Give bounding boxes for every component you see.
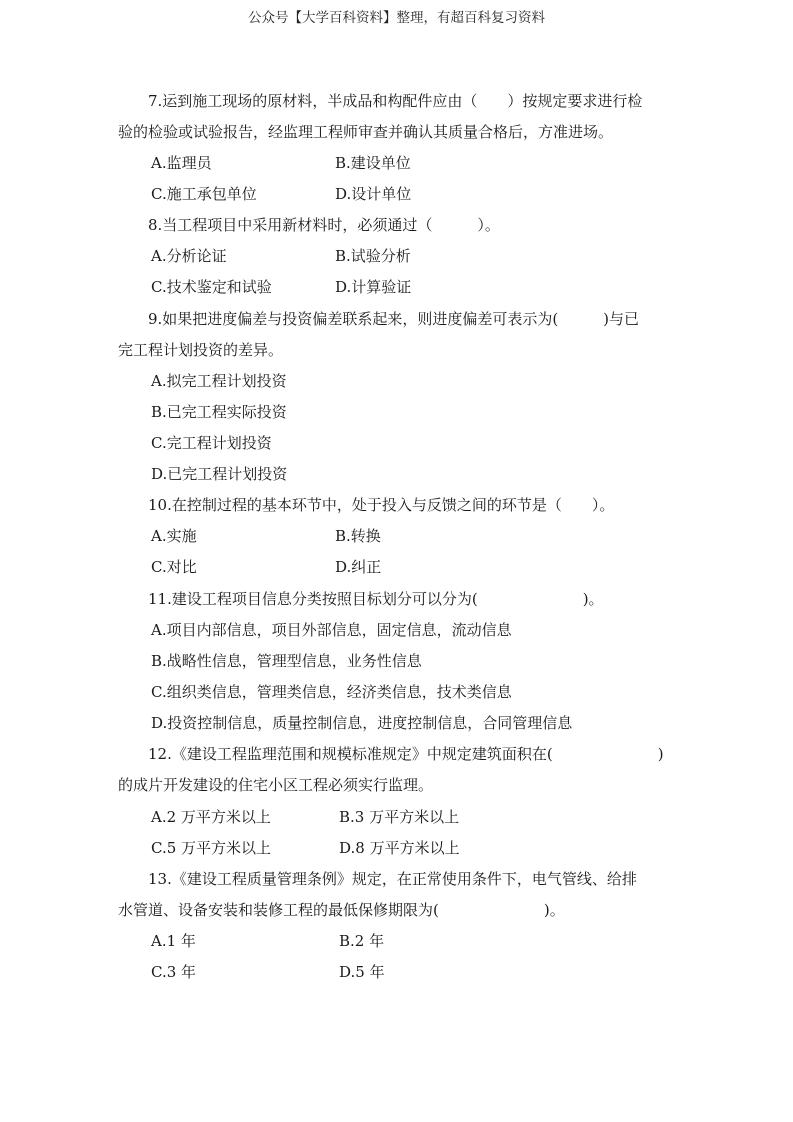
question-11-option-c: C.组织类信息，管理类信息，经济类信息，技术类信息 [151, 683, 512, 701]
question-10-option-b: B.转换 [335, 527, 381, 545]
question-11-text: 11.建设工程项目信息分类按照目标划分可以分为( )。 [148, 590, 604, 608]
question-11-option-b: B.战略性信息，管理型信息，业务性信息 [151, 652, 422, 670]
question-9-option-b: B.已完工程实际投资 [151, 403, 287, 421]
question-13-option-b: B.2 年 [339, 932, 385, 950]
question-9-option-a: A.拟完工程计划投资 [151, 372, 287, 390]
question-7-option-a: A.监理员 [151, 154, 212, 172]
question-9-option-c: C.完工程计划投资 [151, 434, 272, 452]
question-8-option-d: D.计算验证 [335, 278, 412, 296]
question-7-option-d: D.设计单位 [335, 185, 412, 203]
question-7-option-c: C.施工承包单位 [151, 185, 257, 203]
question-12-text: 12.《建设工程监理范围和规模标准规定》中规定建筑面积在( ) [148, 745, 664, 763]
question-10-option-a: A.实施 [151, 527, 197, 545]
question-12-option-b: B.3 万平方米以上 [339, 808, 460, 826]
question-7-text: 7.运到施工现场的原材料，半成品和构配件应由（ ）按规定要求进行检 [148, 92, 643, 110]
question-8-option-a: A.分析论证 [151, 247, 227, 265]
question-13-option-d: D.5 年 [339, 963, 385, 981]
question-10-option-d: D.纠正 [335, 558, 382, 576]
question-11-option-d: D.投资控制信息，质量控制信息，进度控制信息，合同管理信息 [151, 714, 573, 732]
question-13-option-c: C.3 年 [151, 963, 197, 981]
question-8-option-c: C.技术鉴定和试验 [151, 278, 272, 296]
question-12-option-c: C.5 万平方米以上 [151, 839, 272, 857]
question-11-option-a: A.项目内部信息，项目外部信息，固定信息，流动信息 [151, 621, 512, 639]
question-13-option-a: A.1 年 [151, 932, 196, 950]
question-13-text: 13.《建设工程质量管理条例》规定，在正常使用条件下，电气管线、给排 [148, 870, 637, 888]
page-header: 公众号【大学百科资料】整理，有超百科复习资料 [248, 10, 545, 26]
question-13-text-cont: 水管道、设备安装和装修工程的最低保修期限为( )。 [118, 901, 565, 919]
question-9-option-d: D.已完工程计划投资 [151, 465, 288, 483]
question-10-text: 10.在控制过程的基本环节中，处于投入与反馈之间的环节是（ ）。 [148, 496, 615, 514]
question-12-option-a: A.2 万平方米以上 [151, 808, 271, 826]
question-7-text-cont: 验的检验或试验报告，经监理工程师审查并确认其质量合格后，方准进场。 [118, 123, 614, 141]
question-10-option-c: C.对比 [151, 558, 197, 576]
question-7-option-b: B.建设单位 [335, 154, 411, 172]
question-9-text: 9.如果把进度偏差与投资偏差联系起来，则进度偏差可表示为( )与已 [148, 310, 640, 328]
question-8-text: 8.当工程项目中采用新材料时，必须通过（ ）。 [148, 216, 500, 234]
question-9-text-cont: 完工程计划投资的差异。 [118, 341, 284, 359]
question-12-option-d: D.8 万平方米以上 [339, 839, 460, 857]
question-8-option-b: B.试验分析 [335, 247, 411, 265]
question-12-text-cont: 的成片开发建设的住宅小区工程必须实行监理。 [118, 776, 434, 794]
